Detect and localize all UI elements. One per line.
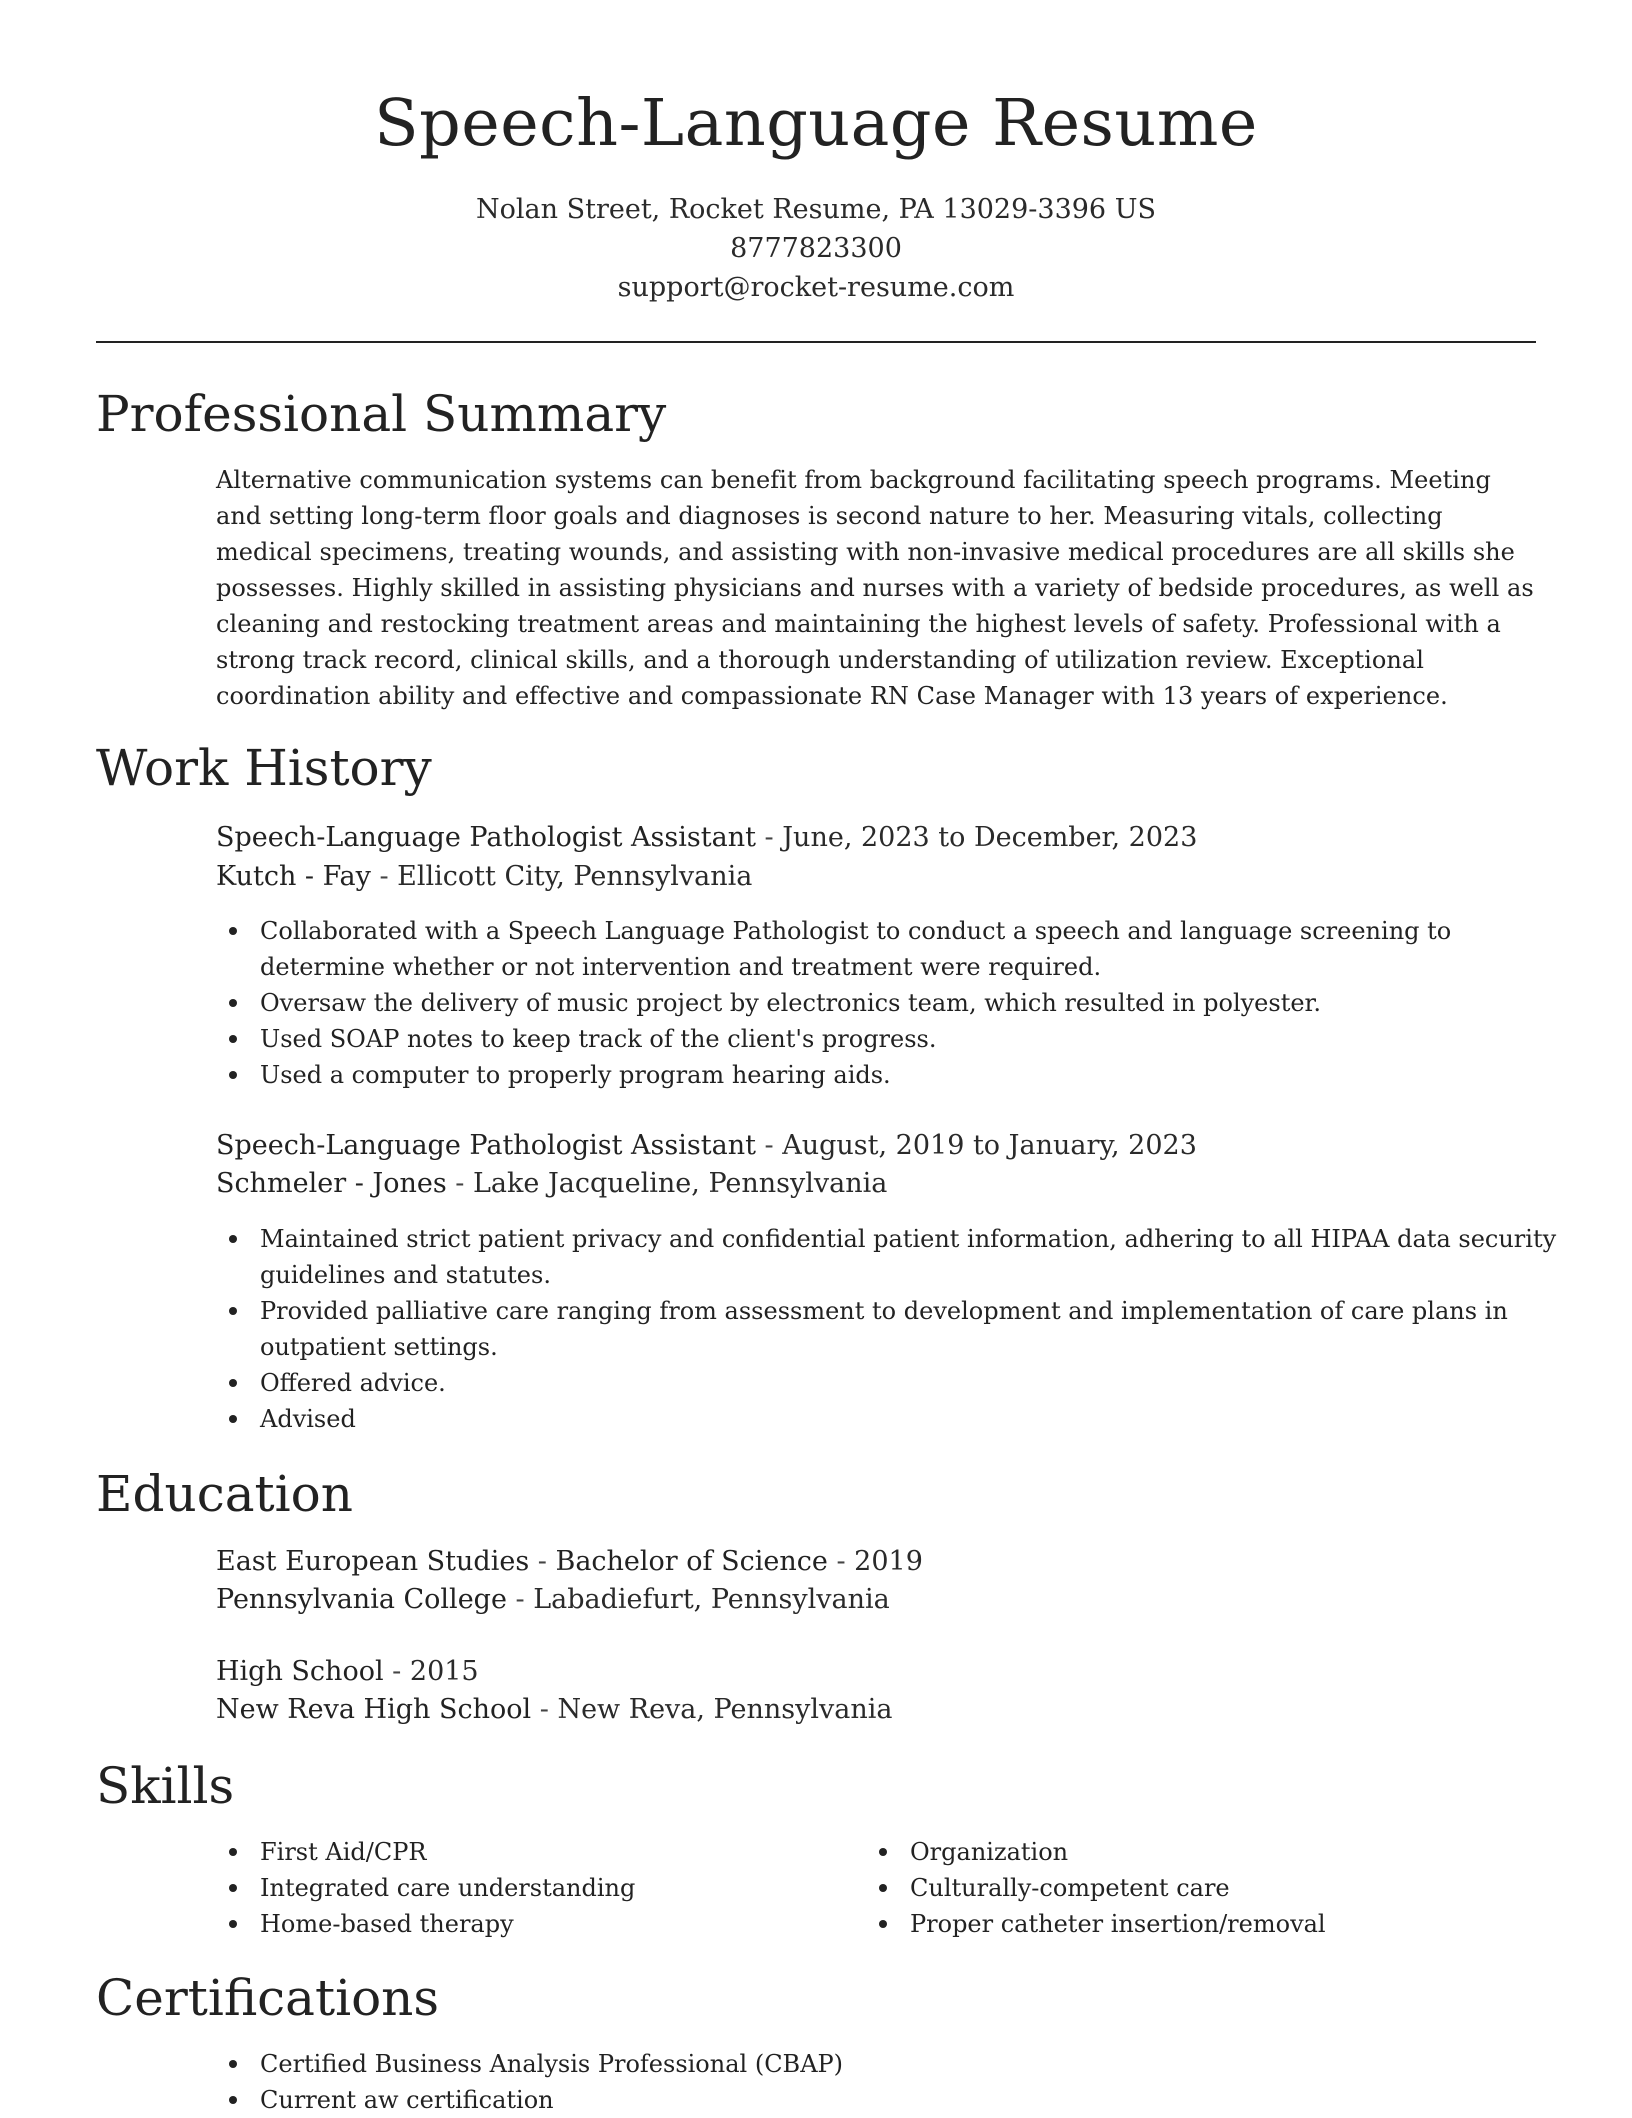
list-item	[260, 1293, 1580, 1365]
bullet-text: Provided palliative care ranging from assessment to development and implementation of care plans in outpatient settings.	[260, 1297, 1508, 1361]
education-field: High School	[216, 1656, 384, 1687]
list-item	[260, 1365, 1580, 1401]
list-item	[260, 1221, 1580, 1293]
education-location: Labadiefurt, Pennsylvania	[533, 1584, 890, 1615]
list-item	[260, 2082, 1580, 2118]
work-history-heading: Work History	[96, 739, 432, 797]
bullet-text: Collaborated with a Speech Language Pathologist to conduct a speech and language screening to determine whether or not intervention and treatment were required.	[260, 917, 1452, 981]
bullet-text: Used SOAP notes to keep track of the client's progress.	[260, 1025, 937, 1053]
education-school: Pennsylvania College	[216, 1584, 507, 1615]
job-1-company-line	[216, 858, 752, 896]
job-2-company-line	[216, 1165, 887, 1203]
education-heading: Education	[96, 1465, 353, 1523]
skills-left-list	[216, 1834, 860, 1942]
separator: -	[755, 1130, 783, 1161]
bullet-icon	[229, 1235, 237, 1243]
education-2-school-line	[216, 1691, 893, 1729]
job-company: Schmeler - Jones	[216, 1168, 447, 1199]
skill-text: Home-based therapy	[260, 1910, 514, 1938]
certification-text: Certified Business Analysis Professional (CBAP)	[260, 2050, 844, 2078]
list-item	[260, 1057, 1580, 1093]
certification-text: Current aw certification	[260, 2086, 554, 2114]
bullet-icon	[879, 1920, 887, 1928]
job-title: Speech-Language Pathologist Assistant	[216, 822, 756, 853]
bullet-icon	[229, 1848, 237, 1856]
bullet-text: Offered advice.	[260, 1369, 446, 1397]
bullet-icon	[229, 1920, 237, 1928]
separator: -	[531, 1694, 558, 1725]
list-item	[260, 2046, 1580, 2082]
bullet-icon	[229, 1379, 237, 1387]
bullet-text: Oversaw the delivery of music project by electronics team, which resulted in polyester.	[260, 989, 1322, 1017]
certifications-heading: Certifications	[96, 1969, 440, 2027]
list-item	[260, 1870, 860, 1906]
bullet-icon	[229, 927, 237, 935]
list-item	[910, 1870, 1510, 1906]
job-company: Kutch - Fay	[216, 861, 371, 892]
contact-email: support@rocket-resume.com	[617, 272, 1015, 303]
job-title: Speech-Language Pathologist Assistant	[216, 1130, 756, 1161]
education-1-school-line	[216, 1581, 890, 1619]
skill-text: Proper catheter insertion/removal	[910, 1910, 1326, 1938]
skill-text: Organization	[910, 1838, 1069, 1866]
summary-text: Alternative communication systems can benefit from background facilitating speech programs. Meeting and setting long-term floor goals and diagnoses is second nature to her. Measuring vitals, collecting medical specimens, treating wounds, and assisting with non-invasive medical procedures are all skills she possesses. Highly skilled in assisting physicians and nurses with a variety of bedside procedures, as well as cleaning and restocking treatment areas and maintaining the highest levels of safety. Professional with a strong track record, clinical skills, and a thorough understanding of utilization review. Exceptional coordination ability and effective and compassionate RN Case Manager with 13 years of experience.	[216, 466, 1534, 710]
list-item	[260, 1906, 860, 1942]
separator: -	[827, 1546, 855, 1577]
skill-text: Culturally-competent care	[910, 1874, 1230, 1902]
list-item	[260, 1834, 860, 1870]
list-item	[260, 1021, 1580, 1057]
bullet-icon	[229, 1307, 237, 1315]
bullet-icon	[879, 1884, 887, 1892]
job-2-title-line	[216, 1127, 1197, 1165]
education-1-degree-line	[216, 1543, 923, 1581]
list-item	[260, 985, 1580, 1021]
job-1-title-line	[216, 819, 1197, 857]
bullet-icon	[229, 1884, 237, 1892]
job-dates: August, 2019 to January, 2023	[782, 1130, 1197, 1161]
education-school: New Reva High School	[216, 1694, 532, 1725]
bullet-text: Used a computer to properly program hearing aids.	[260, 1061, 891, 1089]
skill-text: Integrated care understanding	[260, 1874, 636, 1902]
bullet-icon	[229, 2060, 237, 2068]
job-dates: June, 2023 to December, 2023	[782, 822, 1198, 853]
separator: -	[370, 861, 398, 892]
education-location: New Reva, Pennsylvania	[557, 1694, 893, 1725]
education-year: 2015	[409, 1656, 479, 1687]
summary-heading: Professional Summary	[96, 385, 667, 443]
bullet-icon	[879, 1848, 887, 1856]
list-item	[910, 1906, 1510, 1942]
job-2-bullets	[216, 1221, 1580, 1437]
job-1-bullets	[216, 913, 1580, 1093]
education-2-degree-line	[216, 1653, 479, 1691]
bullet-icon	[229, 1415, 237, 1423]
contact-address: Nolan Street, Rocket Resume, PA 13029-3396 US	[476, 194, 1156, 225]
certifications-list	[216, 2046, 1580, 2118]
bullet-icon	[229, 1071, 237, 1079]
list-item	[260, 1401, 1580, 1437]
resume-name: Speech-Language Resume	[374, 86, 1258, 161]
list-item	[260, 913, 1580, 985]
contact-phone: 8777823300	[730, 233, 902, 264]
skills-heading: Skills	[96, 1757, 235, 1815]
skills-right-list	[866, 1834, 1510, 1942]
job-location: Ellicott City, Pennsylvania	[397, 861, 753, 892]
education-field: East European Studies	[216, 1546, 530, 1577]
separator: -	[446, 1168, 473, 1199]
education-degree: Bachelor of Science	[555, 1546, 828, 1577]
separator: -	[529, 1546, 556, 1577]
education-year: 2019	[854, 1546, 923, 1577]
bullet-icon	[229, 2096, 237, 2104]
bullet-icon	[229, 1035, 237, 1043]
separator: -	[506, 1584, 534, 1615]
bullet-text: Advised	[260, 1405, 356, 1433]
job-location: Lake Jacqueline, Pennsylvania	[473, 1168, 888, 1199]
separator: -	[755, 822, 783, 853]
bullet-text: Maintained strict patient privacy and confidential patient information, adhering to all HIPAA data security guidelines and statutes.	[260, 1225, 1557, 1289]
header-divider	[96, 341, 1536, 343]
bullet-icon	[229, 999, 237, 1007]
list-item	[910, 1834, 1510, 1870]
separator: -	[383, 1656, 410, 1687]
skill-text: First Aid/CPR	[260, 1838, 427, 1866]
